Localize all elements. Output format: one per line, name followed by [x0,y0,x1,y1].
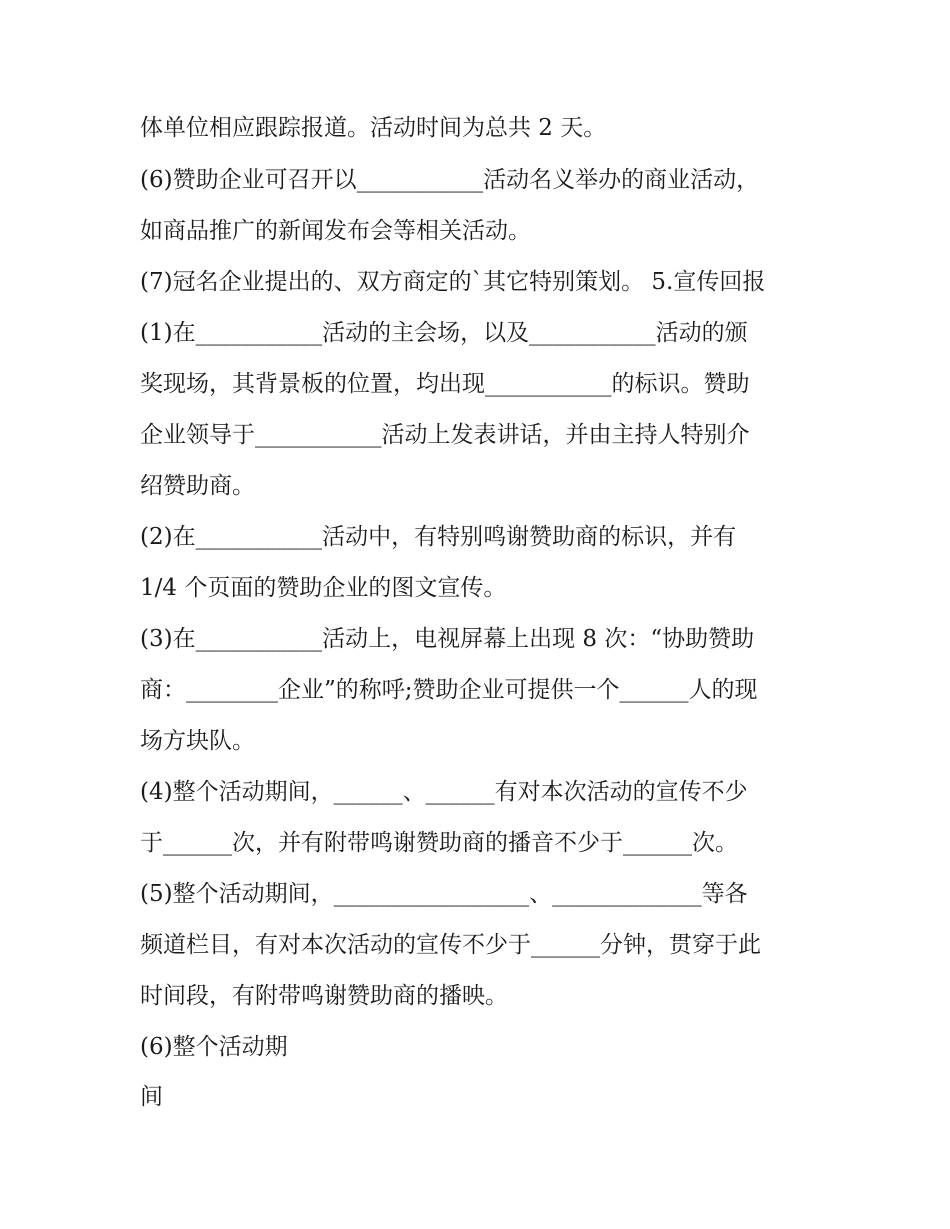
text-line: (6)整个活动期 [140,1034,288,1060]
text-line: 体单位相应跟踪报道。活动时间为总共 2 天。 [140,115,607,141]
text-line: 间 [140,1084,163,1110]
text-line: 如商品推广的新闻发布会等相关活动。 [140,218,531,244]
text-line: 企业领导于___________活动上发表讲话，并由主持人特别介 [140,422,750,448]
text-line: (6)赞助企业可召开以___________活动名义举办的商业活动， [140,167,760,193]
text-line: (5)整个活动期间，_________________、_____________等各 [140,881,748,907]
text-line: 时间段，有附带鸣谢赞助商的播映。 [140,983,508,1009]
text-line: 于______次，并有附带鸣谢赞助商的播音不少于______次。 [140,830,738,856]
text-line: (1)在___________活动的主会场，以及___________活动的颁 [140,320,748,346]
text-line: 1/4 个页面的赞助企业的图文宣传。 [140,575,507,601]
text-line: (3)在___________活动上，电视屏幕上出现 8 次：“协助赞助 [140,626,755,652]
text-line: 商：________企业”的称呼;赞助企业可提供一个______人的现 [140,677,758,703]
text-line: 场方块队。 [140,728,255,754]
text-line: (7)冠名企业提出的、双方商定的`其它特别策划。 5.宣传回报 [140,269,766,295]
text-line: (2)在___________活动中，有特别鸣谢赞助商的标识，并有 [140,524,737,550]
text-line: 频道栏目，有对本次活动的宣传不少于______分钟，贯穿于此 [140,932,761,958]
text-line: 绍赞助商。 [140,473,255,499]
text-line: (4)整个活动期间，______、______有对本次活动的宣传不少 [140,779,748,805]
text-line: 奖现场，其背景板的位置，均出现___________的标识。赞助 [140,371,750,397]
